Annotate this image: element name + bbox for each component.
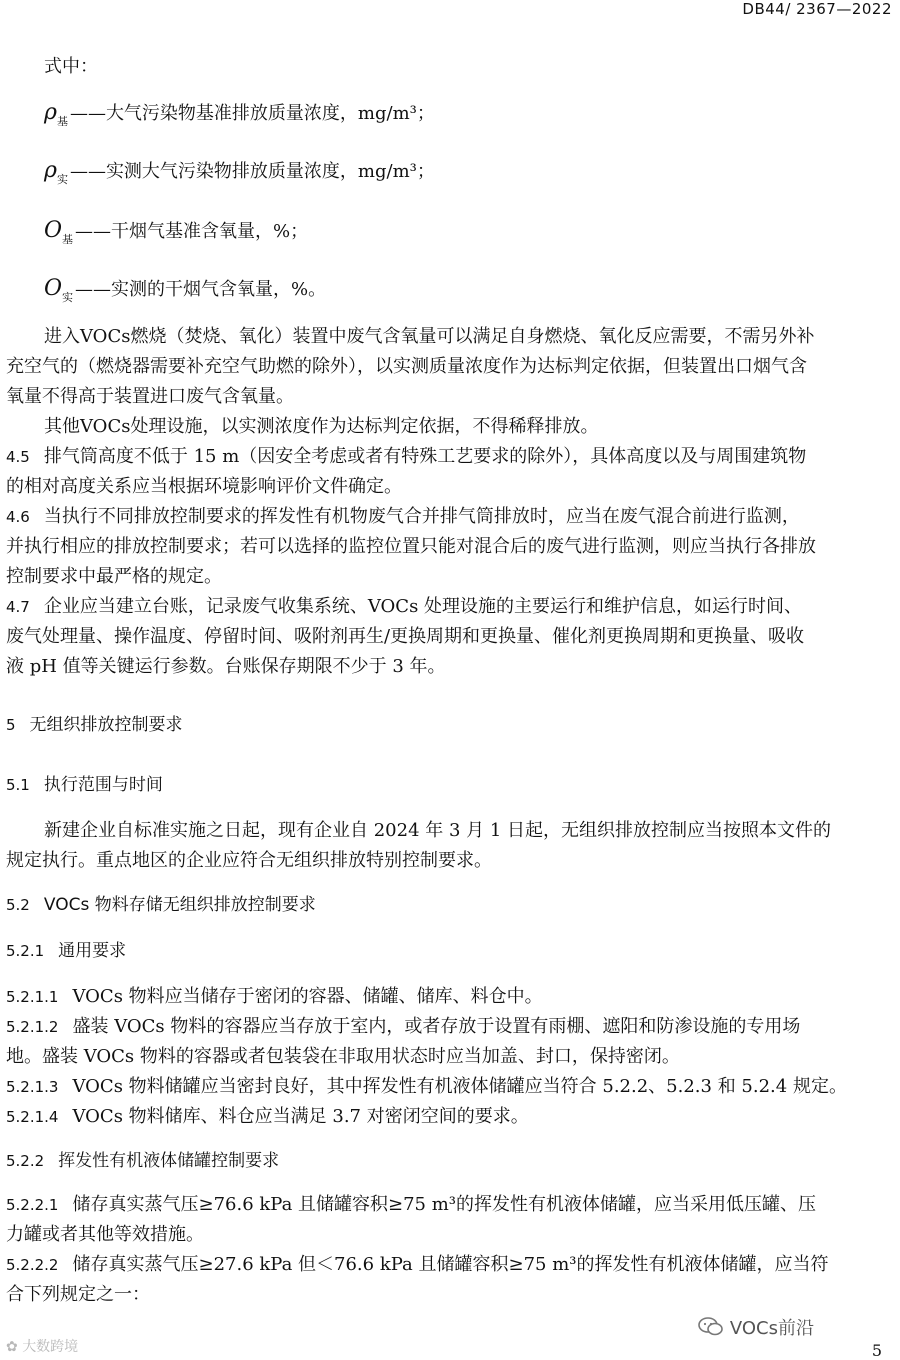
symbol: ρ (44, 100, 57, 125)
page-number: 5 (871, 1341, 882, 1360)
definition-text: ——大气污染物基准排放质量浓度，mg/m³； (69, 103, 435, 124)
symbol: O (44, 276, 63, 301)
subscript: 基 (56, 115, 68, 128)
clause-text: 储存真实蒸气压≥76.6 kPa 且储罐容积≥75 m³的挥发性有机液体储罐，应当采用低压罐、压 (72, 1194, 817, 1215)
definition-text: ——实测大气污染物排放质量浓度，mg/m³； (69, 161, 435, 182)
symbol: ρ (44, 158, 57, 183)
definition-rho-measured (44, 158, 435, 187)
subscript: 基 (62, 233, 74, 246)
clause-5-2-2-1 (6, 1192, 816, 1218)
clause-number: 4.7 (6, 598, 30, 616)
watermark-right (698, 1314, 814, 1340)
section-5-2-heading (6, 892, 316, 918)
definition-rho-base (44, 100, 435, 129)
section-5-2-2-heading (6, 1148, 279, 1174)
clause-text: 盛装 VOCs 物料的容器应当存放于室内，或者存放于设置有雨棚、遮阳和防渗设施的专用场 (72, 1016, 801, 1037)
clause-text: 企业应当建立台账，记录废气收集系统、VOCs 处理设施的主要运行和维护信息，如运行时间、 (43, 596, 803, 617)
section-number: 5.1 (6, 776, 30, 794)
clause-5-2-2-2 (6, 1252, 828, 1278)
section-number: 5.2 (6, 896, 30, 914)
clause-number: 4.5 (6, 448, 30, 466)
clause-4-6 (6, 504, 800, 530)
formula-intro: 式中： (44, 56, 98, 77)
watermark-right-text: VOCs前沿 (729, 1318, 814, 1339)
clause-text: 当执行不同排放控制要求的挥发性有机物废气合并排气筒排放时，应当在废气混合前进行监测， (43, 506, 800, 527)
definition-text: ——实测的干烟气含氧量，%。 (75, 279, 327, 300)
clause-number: 5.2.1.4 (6, 1108, 59, 1126)
paragraph-line: 控制要求中最严格的规定。 (6, 566, 222, 587)
watermark-left (6, 1336, 78, 1356)
paragraph-line: 的相对高度关系应当根据环境影响评价文件确定。 (6, 476, 402, 497)
definition-o-base (44, 218, 308, 247)
clause-number: 5.2.2.2 (6, 1256, 59, 1274)
clause-4-7 (6, 594, 802, 620)
section-5-heading (6, 712, 183, 738)
paragraph-line: 进入VOCs燃烧（焚烧、氧化）装置中废气含氧量可以满足自身燃烧、氧化反应需要，不需另外补 (44, 326, 815, 347)
definition-text: ——干烟气基准含氧量，%； (75, 221, 309, 242)
section-5-1-heading (6, 772, 163, 798)
section-title: 执行范围与时间 (43, 775, 163, 795)
paragraph-line: 力罐或者其他等效措施。 (6, 1224, 204, 1245)
section-5-2-1-heading (6, 938, 126, 964)
clause-text: 排气筒高度不低于 15 m（因安全考虑或者有特殊工艺要求的除外），具体高度以及与周围建筑物 (43, 446, 807, 467)
clause-5-2-1-1 (6, 984, 543, 1010)
paragraph-line: 氧量不得高于装置进口废气含氧量。 (6, 386, 294, 407)
paragraph-line: 地。盛装 VOCs 物料的容器或者包装袋在非取用状态时应当加盖、封口，保持密闭。 (6, 1046, 680, 1067)
clause-number: 5.2.2.1 (6, 1196, 59, 1214)
paragraph-line: 新建企业自标准实施之日起，现有企业自 2024 年 3 月 1 日起，无组织排放控制应当按照本文件的 (44, 820, 832, 841)
section-number: 5 (6, 716, 16, 734)
section-title: 无组织排放控制要求 (29, 715, 183, 735)
watermark-left-text: 大数跨境 (22, 1339, 79, 1355)
paragraph-line: 其他VOCs处理设施，以实测浓度作为达标判定依据，不得稀释排放。 (44, 416, 599, 437)
clause-number: 5.2.1.2 (6, 1018, 59, 1036)
clause-5-2-1-4 (6, 1104, 529, 1130)
clause-text: 储存真实蒸气压≥27.6 kPa 但＜76.6 kPa 且储罐容积≥75 m³的挥发性有机液体储罐，应当符 (72, 1254, 829, 1275)
clause-number: 5.2.1.3 (6, 1078, 59, 1096)
paragraph-line: 合下列规定之一： (6, 1284, 150, 1305)
clause-5-2-1-2 (6, 1014, 800, 1040)
clause-4-5 (6, 444, 806, 470)
paragraph-line: 并执行相应的排放控制要求；若可以选择的监控位置只能对混合后的废气进行监测，则应当执行各排放 (6, 536, 816, 557)
clause-5-2-1-3 (6, 1074, 847, 1100)
clause-text: VOCs 物料应当储存于密闭的容器、储罐、储库、料仓中。 (72, 986, 543, 1007)
paragraph-line: 液 pH 值等关键运行参数。台账保存期限不少于 3 年。 (6, 656, 446, 677)
subscript: 实 (62, 291, 74, 304)
clause-number: 5.2.1.1 (6, 988, 59, 1006)
watermark-logo-icon: ✿ (6, 1339, 18, 1355)
paragraph-line: 废气处理量、操作温度、停留时间、吸附剂再生/更换周期和更换量、催化剂更换周期和更换量、吸收 (6, 626, 805, 647)
paragraph-line: 规定执行。重点地区的企业应符合无组织排放特别控制要求。 (6, 850, 492, 871)
paragraph-line: 充空气的（燃烧器需要补充空气助燃的除外），以实测质量浓度作为达标判定依据，但装置出口烟气含 (6, 356, 807, 377)
section-number: 5.2.1 (6, 942, 45, 960)
clause-number: 4.6 (6, 508, 30, 526)
subscript: 实 (56, 173, 68, 186)
wechat-icon (698, 1317, 724, 1337)
section-title: VOCs 物料存储无组织排放控制要求 (43, 895, 316, 915)
section-number: 5.2.2 (6, 1152, 45, 1170)
clause-text: VOCs 物料储库、料仓应当满足 3.7 对密闭空间的要求。 (72, 1106, 529, 1127)
symbol: O (44, 218, 63, 243)
doc-code: DB44/ 2367—2022 (742, 0, 892, 18)
section-title: 通用要求 (58, 941, 127, 961)
clause-text: VOCs 物料储罐应当密封良好，其中挥发性有机液体储罐应当符合 5.2.2、5.2.3 和 5.2.4 规定。 (72, 1076, 847, 1097)
section-title: 挥发性有机液体储罐控制要求 (58, 1151, 280, 1171)
definition-o-measured (44, 276, 326, 305)
